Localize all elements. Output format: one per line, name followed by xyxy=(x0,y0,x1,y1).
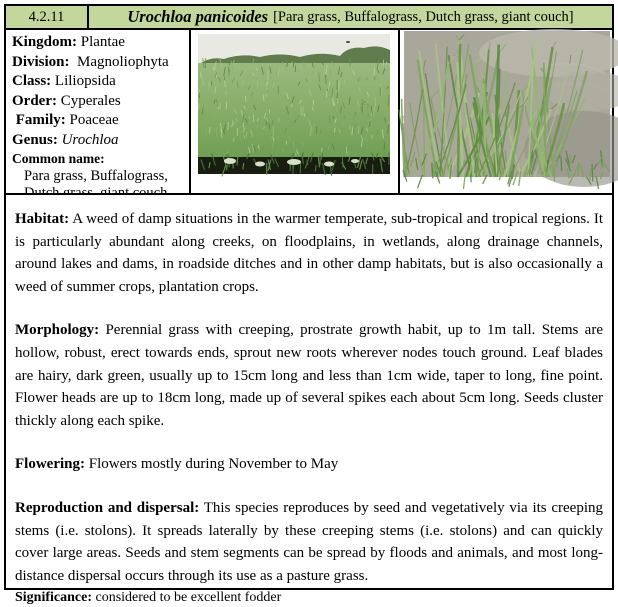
section-text: This species reproduces by seed and vegetatively via its creeping stems (i.e. stolons). It spreads laterally by these creeping stems (i.e. stolons) and can quickly cover large areas. Seeds and stem segments can be spread by floods and animals, and most long-distance dispersal occurs through its use as a pasture grass. xyxy=(15,500,603,584)
grass-field-photo xyxy=(198,34,390,174)
taxonomy-row-division xyxy=(12,53,187,73)
section-text: A weed of damp situations in the warmer temperate, sub-tropical and tropical regions. It is particularly abundant along creeks, on floodplains, in wetlands, along drainage channels, around lakes and dams, in roadside ditches and in other damp habitats, but is also occasionally a weed of summer crops, plantation crops. xyxy=(15,211,603,295)
taxonomy-row-genus xyxy=(12,131,187,151)
section-label: Significance: xyxy=(15,590,92,605)
photo-cell-left xyxy=(189,28,400,195)
common-name-line: Para grass, Buffalograss, xyxy=(12,168,187,185)
section-significance xyxy=(15,588,603,607)
common-name-heading: Common name: xyxy=(12,150,187,168)
taxonomy-row-class xyxy=(12,72,187,92)
common-names-bracket: [Para grass, Buffalograss, Dutch grass, giant couch] xyxy=(273,9,574,26)
section-text: Perennial grass with creeping, prostrate growth habit, up to 1m tall. Stems are hollow, robust, erect towards ends, sprout new roots wherever nodes touch ground. Leaf blades are hairy, dark green, usually up to 15cm long and less than 1cm wide, taper to long, fine point. Flower heads are up to 18cm long, made up of several spikes each about 5cm long. Seeds cluster thickly along each spike. xyxy=(15,322,603,428)
taxonomy-label: Family: xyxy=(12,112,66,128)
description-text-box xyxy=(4,193,614,590)
taxonomy-label: Order: xyxy=(12,93,57,109)
section-morphology xyxy=(15,319,603,432)
section-number: 4.2.11 xyxy=(4,4,89,30)
photo-cell-right xyxy=(398,28,614,195)
page-title xyxy=(87,4,614,30)
taxonomy-label: Kingdom: xyxy=(12,34,77,50)
taxonomy-row-family xyxy=(12,111,187,131)
taxonomy-value: Liliopsida xyxy=(55,73,116,89)
taxonomy-value: Cyperales xyxy=(61,93,121,109)
section-label: Habitat: xyxy=(15,211,69,227)
section-label: Flowering: xyxy=(15,456,85,472)
taxonomy-row-kingdom xyxy=(12,33,187,53)
taxonomy-label: Genus: xyxy=(12,132,58,148)
section-habitat xyxy=(15,208,603,298)
taxonomy-label: Division: xyxy=(12,54,70,70)
section-label: Morphology: xyxy=(15,322,99,338)
section-reproduction xyxy=(15,497,603,587)
section-flowering xyxy=(15,453,603,476)
grass-waterside-photo xyxy=(404,31,610,177)
taxonomy-box xyxy=(4,28,191,195)
taxonomy-label: Class: xyxy=(12,73,51,89)
section-text: Flowers mostly during November to May xyxy=(89,456,339,472)
section-text: considered to be excellent fodder xyxy=(96,590,282,605)
species-name: Urochloa panicoides xyxy=(127,7,268,27)
taxonomy-value: Magnoliophyta xyxy=(77,54,169,70)
section-label: Reproduction and dispersal: xyxy=(15,500,199,516)
taxonomy-value: Urochloa xyxy=(62,132,119,148)
taxonomy-row-order xyxy=(12,92,187,112)
taxonomy-value: Poaceae xyxy=(70,112,119,128)
taxonomy-value: Plantae xyxy=(81,34,125,50)
